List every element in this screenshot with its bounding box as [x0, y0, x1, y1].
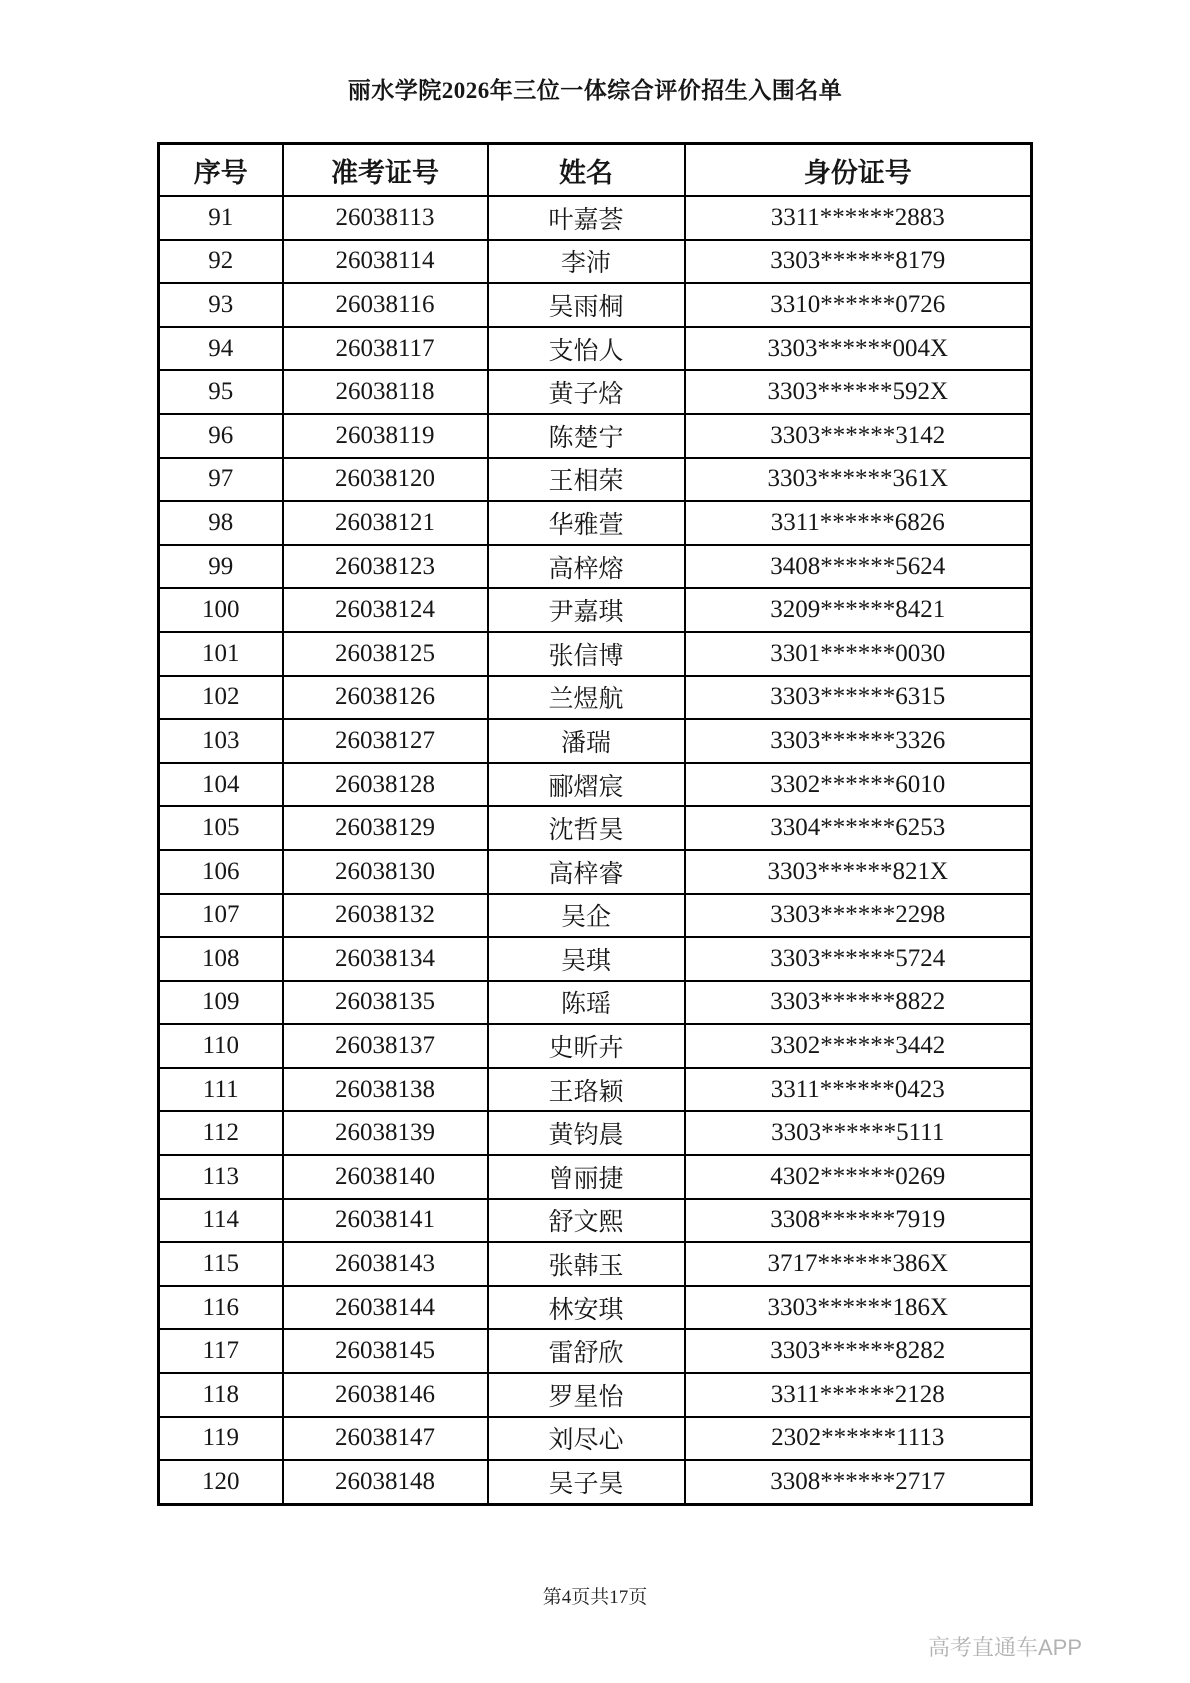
- table-row: [159, 763, 1032, 807]
- table-row: [159, 1417, 1032, 1461]
- table-row: [159, 1155, 1032, 1199]
- cell-ticket_no: 26038148: [283, 1460, 488, 1504]
- table-row: [159, 1111, 1032, 1155]
- table-row: [159, 327, 1032, 371]
- cell-name: 陈楚宁: [488, 414, 685, 458]
- cell-id_no: 3310******0726: [685, 283, 1032, 327]
- cell-id_no: 3311******0423: [685, 1068, 1032, 1112]
- cell-seq: 103: [159, 719, 283, 763]
- cell-name: 史昕卉: [488, 1024, 685, 1068]
- cell-name: 曾丽捷: [488, 1155, 685, 1199]
- cell-ticket_no: 26038146: [283, 1373, 488, 1417]
- cell-ticket_no: 26038117: [283, 327, 488, 371]
- cell-seq: 97: [159, 458, 283, 502]
- cell-ticket_no: 26038119: [283, 414, 488, 458]
- table-row: [159, 501, 1032, 545]
- cell-ticket_no: 26038113: [283, 196, 488, 240]
- cell-seq: 105: [159, 806, 283, 850]
- cell-seq: 112: [159, 1111, 283, 1155]
- cell-ticket_no: 26038126: [283, 676, 488, 720]
- table-row: [159, 370, 1032, 414]
- cell-ticket_no: 26038128: [283, 763, 488, 807]
- cell-ticket_no: 26038123: [283, 545, 488, 589]
- cell-ticket_no: 26038132: [283, 894, 488, 938]
- cell-seq: 94: [159, 327, 283, 371]
- cell-ticket_no: 26038127: [283, 719, 488, 763]
- cell-seq: 111: [159, 1068, 283, 1112]
- cell-id_no: 3303******8179: [685, 240, 1032, 284]
- cell-name: 沈哲昊: [488, 806, 685, 850]
- cell-name: 王相荣: [488, 458, 685, 502]
- cell-seq: 107: [159, 894, 283, 938]
- table-row: [159, 850, 1032, 894]
- cell-seq: 108: [159, 937, 283, 981]
- cell-seq: 96: [159, 414, 283, 458]
- cell-seq: 93: [159, 283, 283, 327]
- cell-ticket_no: 26038143: [283, 1242, 488, 1286]
- cell-id_no: 3308******7919: [685, 1199, 1032, 1243]
- cell-id_no: 3303******004X: [685, 327, 1032, 371]
- cell-seq: 113: [159, 1155, 283, 1199]
- cell-ticket_no: 26038138: [283, 1068, 488, 1112]
- cell-id_no: 3303******8282: [685, 1329, 1032, 1373]
- cell-name: 张韩玉: [488, 1242, 685, 1286]
- cell-id_no: 3717******386X: [685, 1242, 1032, 1286]
- cell-ticket_no: 26038135: [283, 981, 488, 1025]
- cell-ticket_no: 26038121: [283, 501, 488, 545]
- table-row: [159, 981, 1032, 1025]
- cell-ticket_no: 26038141: [283, 1199, 488, 1243]
- cell-name: 潘瑞: [488, 719, 685, 763]
- table-row: [159, 414, 1032, 458]
- cell-seq: 91: [159, 196, 283, 240]
- cell-ticket_no: 26038147: [283, 1417, 488, 1461]
- table-row: [159, 240, 1032, 284]
- cell-id_no: 4302******0269: [685, 1155, 1032, 1199]
- table-row: [159, 806, 1032, 850]
- cell-ticket_no: 26038114: [283, 240, 488, 284]
- table-row: [159, 1373, 1032, 1417]
- cell-ticket_no: 26038118: [283, 370, 488, 414]
- cell-id_no: 3303******3326: [685, 719, 1032, 763]
- cell-ticket_no: 26038124: [283, 588, 488, 632]
- cell-id_no: 3311******2128: [685, 1373, 1032, 1417]
- table-row: [159, 676, 1032, 720]
- cell-name: 兰煜航: [488, 676, 685, 720]
- cell-name: 黄钧晨: [488, 1111, 685, 1155]
- table-row: [159, 283, 1032, 327]
- cell-ticket_no: 26038137: [283, 1024, 488, 1068]
- cell-seq: 101: [159, 632, 283, 676]
- cell-name: 林安琪: [488, 1286, 685, 1330]
- page-number: 第4页共17页: [542, 1587, 648, 1608]
- table-body: [159, 196, 1032, 1504]
- cell-id_no: 3311******2883: [685, 196, 1032, 240]
- cell-name: 尹嘉琪: [488, 588, 685, 632]
- column-header-seq: 序号: [159, 144, 283, 197]
- cell-id_no: 3303******3142: [685, 414, 1032, 458]
- cell-seq: 106: [159, 850, 283, 894]
- cell-seq: 118: [159, 1373, 283, 1417]
- cell-name: 高梓熔: [488, 545, 685, 589]
- cell-seq: 110: [159, 1024, 283, 1068]
- table-row: [159, 1199, 1032, 1243]
- cell-name: 吴企: [488, 894, 685, 938]
- cell-id_no: 3311******6826: [685, 501, 1032, 545]
- cell-id_no: 3304******6253: [685, 806, 1032, 850]
- cell-name: 王珞颖: [488, 1068, 685, 1112]
- cell-name: 罗星怡: [488, 1373, 685, 1417]
- table-row: [159, 588, 1032, 632]
- table-row: [159, 458, 1032, 502]
- cell-seq: 120: [159, 1460, 283, 1504]
- app-watermark: 高考直通车APP: [927, 1635, 1082, 1660]
- cell-seq: 102: [159, 676, 283, 720]
- cell-ticket_no: 26038139: [283, 1111, 488, 1155]
- cell-name: 高梓睿: [488, 850, 685, 894]
- cell-seq: 116: [159, 1286, 283, 1330]
- column-header-name: 姓名: [488, 144, 685, 197]
- cell-name: 陈瑶: [488, 981, 685, 1025]
- cell-ticket_no: 26038145: [283, 1329, 488, 1373]
- cell-seq: 98: [159, 501, 283, 545]
- cell-seq: 119: [159, 1417, 283, 1461]
- cell-name: 李沛: [488, 240, 685, 284]
- cell-name: 郦熠宸: [488, 763, 685, 807]
- cell-ticket_no: 26038125: [283, 632, 488, 676]
- cell-seq: 99: [159, 545, 283, 589]
- table-row: [159, 1286, 1032, 1330]
- table-row: [159, 719, 1032, 763]
- cell-ticket_no: 26038120: [283, 458, 488, 502]
- cell-id_no: 3303******361X: [685, 458, 1032, 502]
- cell-seq: 95: [159, 370, 283, 414]
- table-row: [159, 1024, 1032, 1068]
- cell-name: 刘尽心: [488, 1417, 685, 1461]
- cell-ticket_no: 26038144: [283, 1286, 488, 1330]
- table-row: [159, 937, 1032, 981]
- cell-name: 华雅萱: [488, 501, 685, 545]
- table-row: [159, 632, 1032, 676]
- cell-seq: 117: [159, 1329, 283, 1373]
- table-row: [159, 1329, 1032, 1373]
- cell-id_no: 3302******6010: [685, 763, 1032, 807]
- cell-name: 黄子焓: [488, 370, 685, 414]
- cell-id_no: 3408******5624: [685, 545, 1032, 589]
- cell-id_no: 3303******6315: [685, 676, 1032, 720]
- cell-id_no: 3303******186X: [685, 1286, 1032, 1330]
- cell-ticket_no: 26038140: [283, 1155, 488, 1199]
- cell-id_no: 3303******5111: [685, 1111, 1032, 1155]
- cell-seq: 104: [159, 763, 283, 807]
- cell-name: 舒文熙: [488, 1199, 685, 1243]
- cell-id_no: 3303******8822: [685, 981, 1032, 1025]
- cell-name: 支怡人: [488, 327, 685, 371]
- cell-ticket_no: 26038116: [283, 283, 488, 327]
- cell-ticket_no: 26038129: [283, 806, 488, 850]
- cell-id_no: 3303******821X: [685, 850, 1032, 894]
- cell-seq: 115: [159, 1242, 283, 1286]
- cell-ticket_no: 26038130: [283, 850, 488, 894]
- table-row: [159, 1242, 1032, 1286]
- page-title: 丽水学院2026年三位一体综合评价招生入围名单: [347, 78, 843, 103]
- cell-seq: 100: [159, 588, 283, 632]
- column-header-ticket: 准考证号: [283, 144, 488, 197]
- cell-id_no: 3303******592X: [685, 370, 1032, 414]
- cell-name: 吴雨桐: [488, 283, 685, 327]
- table-header-row: [159, 144, 1032, 197]
- table-row: [159, 1068, 1032, 1112]
- table-row: [159, 1460, 1032, 1504]
- table-header: [159, 144, 1032, 197]
- cell-id_no: 3303******2298: [685, 894, 1032, 938]
- cell-id_no: 2302******1113: [685, 1417, 1032, 1461]
- cell-name: 雷舒欣: [488, 1329, 685, 1373]
- cell-id_no: 3302******3442: [685, 1024, 1032, 1068]
- cell-seq: 114: [159, 1199, 283, 1243]
- cell-id_no: 3308******2717: [685, 1460, 1032, 1504]
- cell-name: 张信博: [488, 632, 685, 676]
- table-row: [159, 196, 1032, 240]
- cell-ticket_no: 26038134: [283, 937, 488, 981]
- table-row: [159, 894, 1032, 938]
- cell-name: 吴琪: [488, 937, 685, 981]
- cell-id_no: 3303******5724: [685, 937, 1032, 981]
- column-header-id: 身份证号: [685, 144, 1032, 197]
- cell-id_no: 3209******8421: [685, 588, 1032, 632]
- cell-seq: 109: [159, 981, 283, 1025]
- cell-id_no: 3301******0030: [685, 632, 1032, 676]
- cell-name: 吴子昊: [488, 1460, 685, 1504]
- admission-list-table: [157, 142, 1033, 1506]
- cell-name: 叶嘉荟: [488, 196, 685, 240]
- table-row: [159, 545, 1032, 589]
- cell-seq: 92: [159, 240, 283, 284]
